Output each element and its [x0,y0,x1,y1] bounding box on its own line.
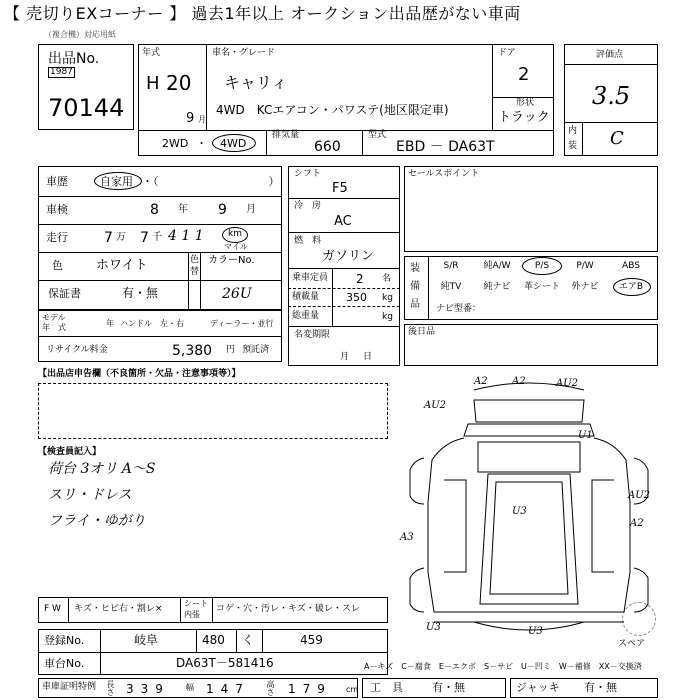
color-no-label: カラーNo. [208,255,255,266]
displacement-value: 660 [314,139,341,155]
era: H [146,73,160,94]
mileage-sen-unit: 千 [152,232,162,243]
equip-ps: P/S [534,261,550,271]
recycle-label: リサイクル料金 [46,345,108,355]
fw-sheet-1: シート [184,599,208,608]
tools-value: 有・無 [432,681,465,694]
car-name-label: 車名・グレード [212,48,276,58]
chassis-number: DA63T－581416 [176,656,274,670]
inspector-line-1: 荷台 3オリ A〜S [48,461,156,477]
shape-value: トラック [498,110,550,125]
damage-mark: A3 [400,532,414,543]
inspector-line-3: フライ・ゆがり [48,513,146,529]
equip-ext-navi: 外ナビ [571,282,599,292]
color-value: ホワイト [96,258,148,273]
damage-mark: A2 [512,376,526,387]
equip-airbag: エアB [618,282,644,292]
inspection-year-unit: 年 [178,204,188,215]
lot-year-tag: 1987 [50,67,73,77]
history-label: 車歴 [46,175,68,188]
lot-label: 出品No. [48,51,100,67]
damage-mark: A2 [474,376,488,387]
inspection-label: 車検 [46,203,68,216]
fw-sheet-2: 内張 [184,610,200,619]
recycle-unit: 円 [226,345,236,355]
dims-wid-label: 幅 [186,683,194,692]
nameplate-label: 名変期限 [294,330,331,340]
damage-legend: A－キズ C－腐食 E－エクボ S－サビ U－凹ミ W－補修 XX－交換済 [364,662,642,671]
sales-point-label: セールスポイント [408,169,480,179]
drive-sep: ・ [196,137,207,150]
dims-unit: cm [346,685,359,694]
chassis-label: 車台No. [44,657,85,670]
interior-score: C [610,128,624,149]
equip-char-1: 装 [410,263,420,274]
registration-number: 459 [300,633,323,647]
inspection-month: 9 [218,202,227,218]
warranty-value: 有・無 [122,286,159,300]
damage-mark: U3 [512,506,527,517]
capacity-value: 2 [356,272,364,286]
seller-notes-label: 【出品店申告欄（不良箇所・欠品・注意事項等）】 [38,369,241,379]
fw-items: キズ・ヒビ右・割レ× [74,604,163,614]
recycle-value: 5,380 [172,343,213,359]
gross-label: 総重量 [292,311,320,321]
nameplate-unit: 月日 [340,352,387,362]
damage-mark: AU2 [556,378,579,389]
aircon-label: 冷 房 [294,201,322,211]
car-damage-diagram [400,372,654,644]
mileage-unit-km: km [228,229,242,239]
load-unit: kg [382,293,393,303]
damage-mark: U1 [578,430,593,441]
handle-options: ハンドル 左・右 [120,319,184,328]
dims-hgt: 179 [288,682,332,696]
damage-mark: AU2 [424,400,447,411]
color-label: 色 [52,259,63,272]
mileage-sen: 7 [140,230,149,246]
color-no-value: 26U [222,286,252,302]
dims-len: 339 [126,682,170,696]
color-change-2: 替 [190,267,200,277]
score-value: 3.5 [592,82,631,110]
inspector-label: 【検査員記入】 [38,447,102,457]
header-title: 【 売切りEXコーナー 】 過去1年以上 オークション出品歴がない車両 [4,4,521,23]
history-value: 自家用 [100,175,133,188]
seller-notes-box [38,383,388,439]
registration-class: 480 [202,633,225,647]
jack-label: ジャッキ [516,681,560,694]
equip-char-2: 備 [410,281,420,292]
history-rest: ・（ ） [142,175,280,188]
inspection-year: 8 [150,202,159,218]
navi-model-label: ナビ型番： [436,304,482,314]
model-change-label-1: モデル [42,313,66,322]
post-install-box [404,324,658,366]
mileage-unit-mile: マイル [224,242,248,251]
dims-wid: 147 [206,682,250,696]
equip-navi: 純ナビ [483,282,511,292]
lot-number: 70144 [48,94,125,122]
door-label: ドア [498,48,516,58]
fuel-label: 燃 料 [294,236,322,246]
fuel-value: ガソリン [322,249,375,264]
shift-value: F5 [332,181,348,196]
month-suffix: 月 [198,115,206,124]
top-note: （複合機）対応用紙 [44,30,116,39]
interior-label-1: 内 [568,126,578,136]
warranty-label: 保証書 [48,287,81,300]
tools-label: 工 具 [370,681,403,694]
gross-unit: kg [382,312,393,322]
equip-pw: P/W [576,261,594,271]
fw-items-2: コゲ・穴・汚レ・キズ・破レ・スレ [216,604,360,614]
inspector-line-2: スリ・ドレス [48,487,132,503]
displacement-label: 排気量 [272,130,300,140]
year-label: 年式 [142,48,161,58]
load-value: 350 [346,291,367,304]
model-change-label-2: 年 式 [42,323,66,332]
dealer-options: ディーラー・並行 [210,319,274,328]
post-install-label: 後日品 [408,327,436,337]
capacity-label: 乗車定員 [292,273,329,283]
dims-hgt-label: 高さ [266,680,275,696]
damage-mark: A2 [630,518,644,529]
load-label: 積載量 [292,292,320,302]
car-outline [410,383,651,630]
dims-label: 車庫証明特例 [42,682,97,692]
door-count: 2 [518,64,530,85]
registration-label: 登録No. [44,634,85,647]
equip-aw: 純A/W [483,261,511,271]
month-value: 9 [186,111,195,126]
jack-value: 有・無 [584,681,617,694]
car-name: キャリィ [224,73,288,92]
mileage-label: 走行 [46,231,68,244]
registration-place: 岐阜 [134,633,159,647]
score-label: 評価点 [596,50,624,60]
equip-abs: ABS [622,261,640,271]
equip-leather: 革シート [523,282,560,292]
damage-mark: U3 [528,626,543,637]
drive-4wd: 4WD [220,137,247,150]
registration-kana: く [242,633,255,647]
inspection-month-unit: 月 [246,204,256,215]
mileage-man: 7 [104,230,113,246]
year-value: 20 [166,71,192,95]
model-change-year-unit: 年 [106,319,114,328]
equip-sr: S/R [443,261,459,271]
car-grade: 4WD KCエアコン・パワステ(地区限定車) [216,103,449,117]
fw-label: F W [44,604,61,614]
dims-len-label: 長さ [106,680,115,696]
damage-mark: U3 [426,622,441,633]
color-change-1: 色 [190,255,200,265]
damage-mark: AU2 [628,490,651,501]
shape-label: 形状 [516,98,535,108]
equip-char-3: 品 [410,299,420,310]
capacity-unit: 名 [382,274,392,284]
spare-label: スペア [618,639,646,649]
aircon-value: AC [334,214,352,229]
model-label: 型式 [368,130,387,140]
drive-2wd: 2WD [162,137,189,150]
recycle-note: 預託済 [242,345,270,355]
mileage-man-unit: 万 [116,232,126,243]
equip-tv: 純TV [440,282,462,292]
mileage-rest: 4 1 1 [168,228,204,244]
shift-label: シフト [294,169,322,179]
interior-label-2: 装 [568,141,578,151]
model-value: EBD － DA63T [396,139,495,155]
